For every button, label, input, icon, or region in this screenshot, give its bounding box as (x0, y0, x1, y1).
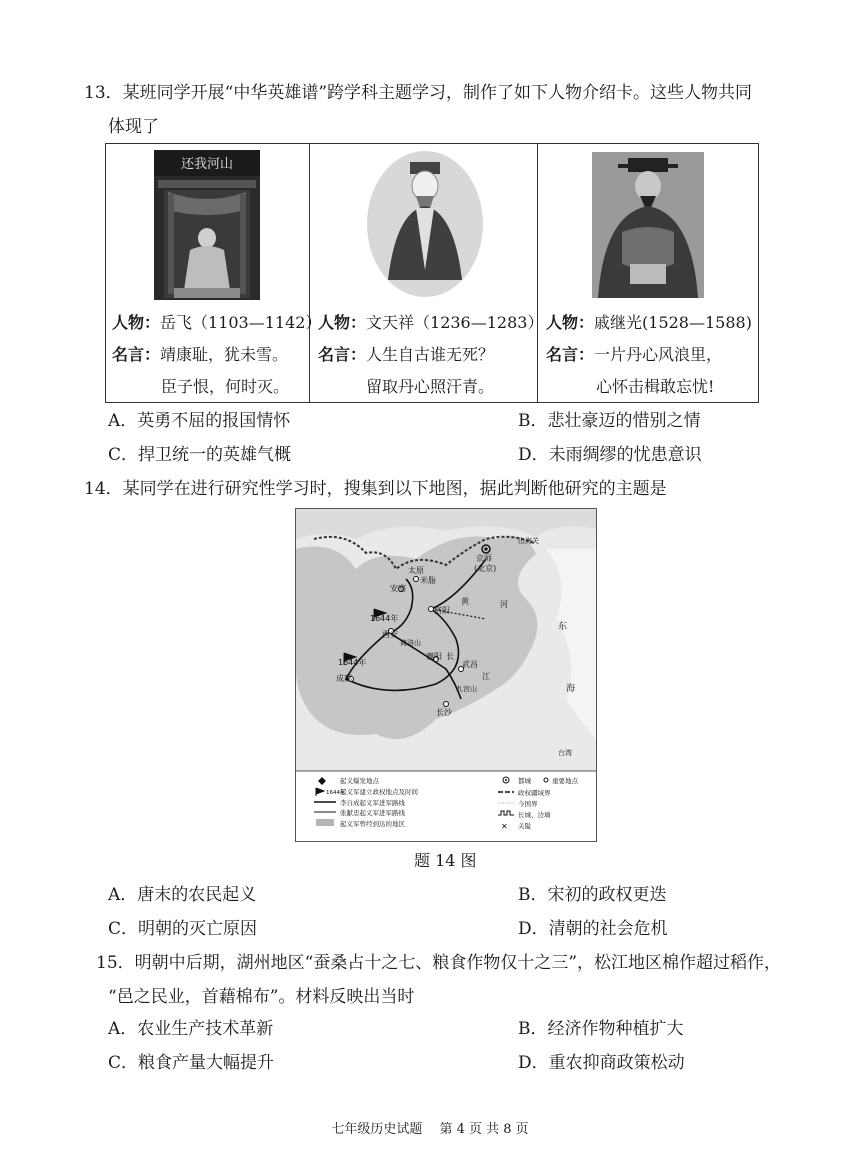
map-label-shanhaiguan: 山海关 (518, 537, 539, 545)
page-footer: 七年级历史试题 第 4 页 共 8 页 (331, 1122, 529, 1137)
card-quote-line1: 人生自古谁无死？ (366, 345, 495, 364)
q15-option-a[interactable]: A．农业生产技术革新 (108, 1019, 274, 1039)
q13-stem-line2: 体现了 (108, 117, 159, 137)
q14-option-c[interactable]: C．明朝的灭亡原因 (108, 919, 258, 939)
map-label-jiang: 江 (482, 672, 490, 681)
card-wentianxiang (310, 144, 544, 402)
card-quote-line1: 靖康耻，犹未雪。 (160, 345, 289, 364)
card-person-label: 人物： (112, 313, 161, 332)
card-quote-line2: 臣子恨，何时灭。 (161, 377, 290, 396)
card-qijiguang (538, 144, 758, 402)
card-quote-label: 名言： (546, 345, 595, 364)
card-quote-line2: 留取丹心照汗青。 (366, 377, 495, 396)
card-yuefei (106, 144, 322, 402)
q15-stem-line2: “邑之民业，首藉棉布”。材料反映出当时 (108, 987, 415, 1007)
legend-4: 起义军曾经到达的地区 (340, 820, 405, 828)
map-label-dong: 东 (558, 622, 568, 632)
card-person-name: 戚继光(1528—1588) (594, 313, 752, 332)
q13-option-d[interactable]: D．未雨绸缪的忧患意识 (518, 445, 702, 465)
q13-option-a[interactable]: A．英勇不屈的报国情怀 (108, 411, 291, 431)
legend-5: 都城 (518, 777, 531, 785)
q15-option-c[interactable]: C．粮食产量大幅提升 (108, 1053, 275, 1073)
legend-8: 今国界 (518, 800, 538, 808)
map-label-year-xian: 1644年 (370, 614, 399, 623)
pass-icon: ✕ (501, 822, 508, 831)
legend-0: 起义爆发地点 (340, 777, 379, 785)
map-label-changsha: 长沙 (436, 708, 452, 717)
card-person-name: 文天祥（1236—1283） (366, 313, 544, 332)
legend-3: 张献忠起义军进军路线 (340, 809, 405, 817)
legend-2: 李自成起义军进军路线 (340, 799, 405, 807)
card-person-label: 人物： (546, 313, 595, 332)
map-label-huang: 黄 (461, 597, 469, 606)
card-quote-label: 名言： (318, 345, 367, 364)
map-label-mizhi: 米脂 (420, 576, 436, 585)
map-label-taiyuan: 太原 (408, 566, 424, 575)
qijiguang-portrait (592, 152, 704, 298)
q14-stem: 14．某同学在进行研究性学习时，搜集到以下地图，据此判断他研究的主题是 (84, 479, 667, 499)
legend-year: 1644年 (326, 790, 346, 796)
card-quote-line2: 心怀击楫敢忘忧! (596, 377, 715, 396)
legend-10: 关隘 (518, 822, 531, 830)
map-label-ansai: 安塞 (390, 584, 406, 593)
map-label-chang: 长 (446, 652, 454, 661)
q14-option-a[interactable]: A．唐末的农民起义 (108, 885, 257, 905)
q15-option-b[interactable]: B．经济作物种植扩大 (518, 1019, 684, 1039)
legend-1: 起义军建立政权地点及时间 (340, 788, 418, 796)
card-quote-label: 名言： (112, 345, 161, 364)
map-label-xiangyang: 襄阳 (426, 652, 442, 661)
wentianxiang-portrait (366, 150, 484, 298)
map-label-wuchang: 武昌 (462, 660, 478, 669)
q14-option-d[interactable]: D．清朝的社会危机 (518, 919, 668, 939)
map-label-hai: 海 (566, 684, 576, 694)
legend-7: 政权疆域界 (518, 789, 551, 797)
q15-option-d[interactable]: D．重农抑商政策松动 (518, 1053, 685, 1073)
q15-stem-line1: 15．明朝中后期，湖州地区“蚕桑占十之七、粮食作物仅十之三”，松江地区棉作超过稻作， (96, 953, 782, 973)
ming-peasant-uprising-map (296, 509, 596, 841)
map-label-luoyang: 洛阳 (434, 606, 450, 615)
map-label-chengdu: 成都 (336, 674, 352, 683)
q13-stem-line1: 13．某班同学开展“中华英雄谱”跨学科主题学习，制作了如下人物介绍卡。这些人物共同 (84, 83, 753, 103)
map-label-capital-alt: (北京) (474, 564, 497, 573)
map-label-year-chengdu: 1644年 (338, 658, 367, 667)
q14-map (295, 508, 597, 842)
map-label-capital: 京师 (476, 554, 492, 563)
card-quote-line1: 一片丹心风浪里， (594, 345, 723, 364)
q14-map-caption: 题 14 图 (414, 851, 477, 870)
q14-option-b[interactable]: B．宋初的政权更迭 (518, 885, 667, 905)
card-person-label: 人物： (318, 313, 367, 332)
card-person-name: 岳飞（1103—1142） (160, 313, 322, 332)
map-label-taiwan: 台湾 (558, 749, 572, 757)
q13-option-b[interactable]: B．悲壮豪迈的惜别之情 (518, 411, 701, 431)
map-label-he: 河 (500, 600, 508, 609)
map-label-xian: 西安 (382, 630, 398, 639)
yuefei-banner-text: 还我河山 (180, 157, 234, 172)
q13-card-table (105, 143, 759, 403)
legend-9: 长城、边墙 (518, 811, 551, 819)
legend-6: 重要地点 (552, 777, 578, 785)
map-label-shangluo: 商洛山 (400, 639, 421, 647)
yuefei-statue-photo (154, 150, 260, 300)
map-label-jiugongshan: 九宫山 (456, 685, 477, 693)
q13-option-c[interactable]: C．捍卫统一的英雄气概 (108, 445, 292, 465)
